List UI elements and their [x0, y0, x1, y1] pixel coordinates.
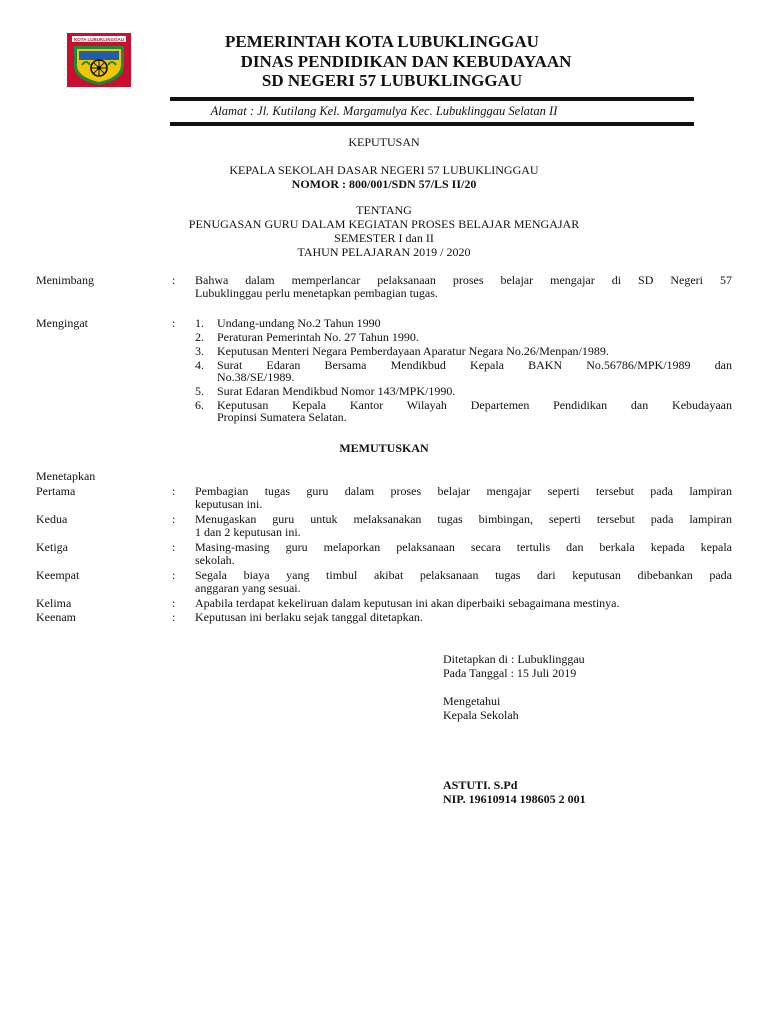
- recalling-label: Mengingat: [36, 316, 88, 330]
- decision-colon: :: [172, 568, 176, 582]
- recalling-item: 4. Surat Edaran Bersama Mendikbud Kepala BAKN No.56786/MPK/1989 dan No.38/SE/1989.: [195, 358, 732, 384]
- considering-colon: :: [172, 273, 176, 287]
- decision-colon: :: [172, 484, 176, 498]
- decision-text: Apabila terdapat kekeliruan dalam keputusan ini akan diperbaiki sebagaimana mestinya.: [195, 596, 620, 610]
- decree-semester: SEMESTER I dan II: [334, 231, 434, 245]
- recalling-colon: :: [172, 316, 176, 330]
- decision-text: Keputusan ini berlaku sejak tanggal ditetapkan.: [195, 610, 423, 624]
- decides-heading: MEMUTUSKAN: [339, 441, 429, 455]
- letterhead-agency: DINAS PENDIDIKAN DAN KEBUDAYAAN: [240, 52, 572, 71]
- signature-acknowledged: Mengetahui: [443, 694, 501, 708]
- letterhead-school: SD NEGERI 57 LUBUKLINGGAU: [261, 71, 523, 90]
- letterhead-rule-bottom: [170, 122, 694, 126]
- logo-banner-text: KOTA LUBUKLINGGAU: [74, 37, 124, 42]
- decree-issuer: KEPALA SEKOLAH DASAR NEGERI 57 LUBUKLINGGAU: [229, 163, 539, 177]
- considering-line: Bahwa dalam memperlancar pelaksanaan proses belajar mengajar di SD Negeri 57: [195, 273, 732, 287]
- recalling-item: 1. Undang-undang No.2 Tahun 1990: [195, 316, 381, 330]
- signature-position: Kepala Sekolah: [443, 708, 519, 722]
- decree-number: NOMOR : 800/001/SDN 57/LS II/20: [291, 177, 477, 191]
- decision-text: Segala biaya yang timbul akibat pelaksanaan tugas dari keputusan dibebankan pada anggaran yang sesuai.: [195, 568, 732, 595]
- decision-colon: :: [172, 596, 176, 610]
- decision-text: Masing-masing guru melaporkan pelaksanaan secara tertulis dan berkala kepada kepala sekolah.: [195, 540, 732, 567]
- decision-label: Ketiga: [36, 540, 68, 554]
- letterhead-address: Alamat : Jl. Kutilang Kel. Margamulya Kec. Lubuklinggau Selatan II: [210, 104, 558, 118]
- decision-label: Pertama: [36, 484, 76, 498]
- decree-about-label: TENTANG: [356, 203, 412, 217]
- letterhead-government: PEMERINTAH KOTA LUBUKLINGGAU: [225, 32, 539, 51]
- establishing-label: Menetapkan: [36, 469, 96, 483]
- decision-label: Kelima: [36, 596, 72, 610]
- decision-text: Pembagian tugas guru dalam proses belajar mengajar seperti tersebut pada lampiran keputusan ini.: [195, 484, 732, 511]
- letterhead-rule-top: [170, 97, 694, 101]
- recalling-item: 6. Keputusan Kepala Kantor Wilayah Departemen Pendidikan dan Kebudayaan Propinsi Sumatera Selatan.: [195, 398, 732, 424]
- decision-text: Menugaskan guru untuk melaksanakan tugas bimbingan, seperti tersebut pada lampiran 1 dan 2 keputusan ini.: [195, 512, 732, 539]
- decision-label: Keempat: [36, 568, 80, 582]
- decision-label: Keenam: [36, 610, 76, 624]
- recalling-item: 2. Peraturan Pemerintah No. 27 Tahun 1990.: [195, 330, 419, 344]
- recalling-list: [195, 317, 732, 423]
- signatory-name: ASTUTI. S.Pd: [443, 778, 518, 792]
- recalling-item: 5. Surat Edaran Mendikbud Nomor 143/MPK/1990.: [195, 384, 456, 398]
- decision-colon: :: [172, 540, 176, 554]
- decree-school-year: TAHUN PELAJARAN 2019 / 2020: [297, 245, 471, 259]
- decision-colon: :: [172, 610, 176, 624]
- decree-heading: KEPUTUSAN: [348, 135, 420, 149]
- decree-subject: PENUGASAN GURU DALAM KEGIATAN PROSES BELAJAR MENGAJAR: [188, 217, 580, 231]
- recalling-item: 3. Keputusan Menteri Negara Pemberdayaan Aparatur Negara No.26/Menpan/1989.: [195, 344, 609, 358]
- decision-label: Kedua: [36, 512, 68, 526]
- considering-label: Menimbang: [36, 273, 94, 287]
- signatory-nip: NIP. 19610914 198605 2 001: [443, 792, 586, 806]
- considering-line: Lubuklinggau perlu menetapkan pembagian tugas.: [195, 286, 438, 300]
- signature-place: Ditetapkan di : Lubuklinggau: [443, 652, 585, 666]
- signature-date: Pada Tanggal : 15 Juli 2019: [443, 666, 577, 680]
- decision-colon: :: [172, 512, 176, 526]
- considering-text: [195, 274, 732, 300]
